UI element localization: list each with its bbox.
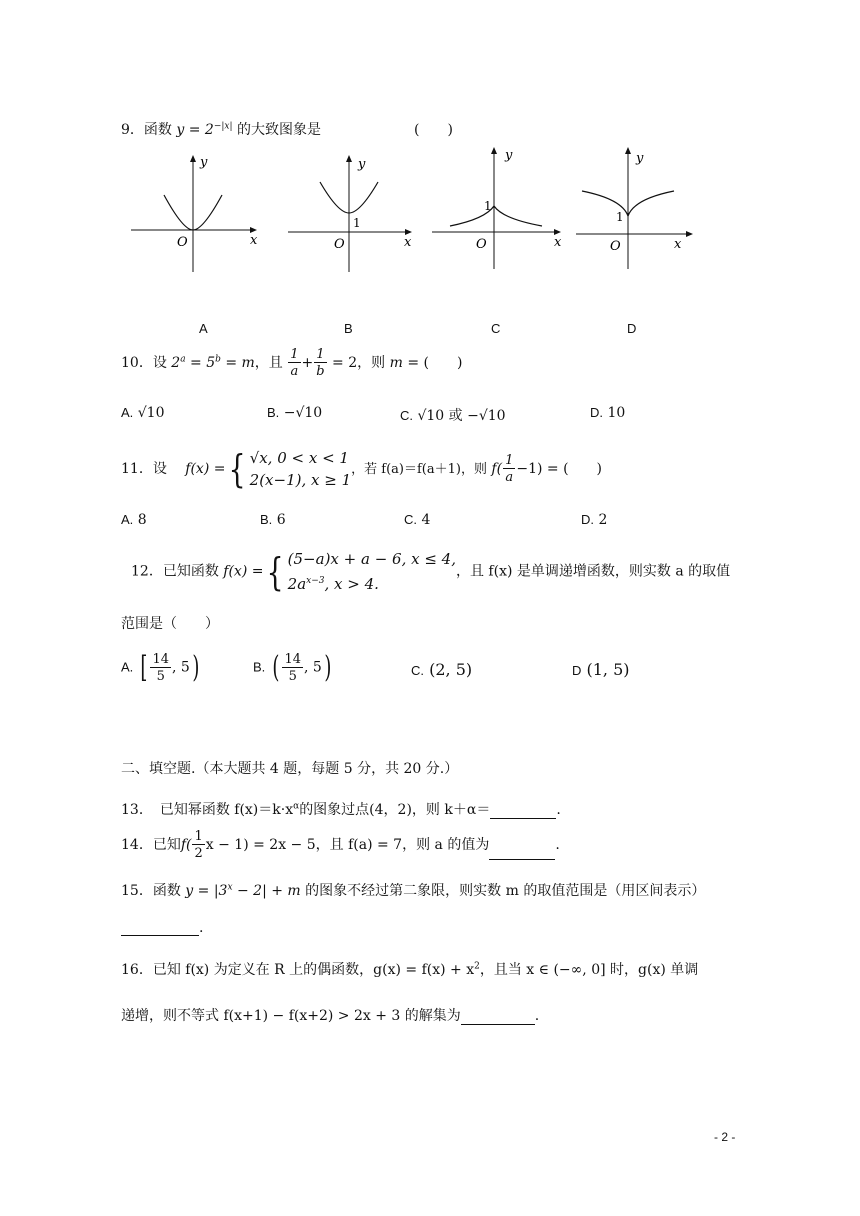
q14-line: 14．已知f( $\frac{1}{2}$ x − 1) = 2x − 5，且 f(a) = 7，则 a 的值为 .	[121, 829, 560, 861]
origin-label: O	[177, 235, 188, 250]
q10-paren: ( )	[423, 355, 463, 371]
q11-f-pre: f(	[491, 461, 503, 477]
q11-brace: {	[229, 447, 247, 491]
q10-option-a: A. √10	[121, 405, 165, 421]
q11-option-c: C. 4	[404, 512, 431, 528]
q9-tail: 的大致图象是	[236, 122, 321, 138]
q13-line: 13． 已知幂函数 $f(x)=k\cdot x^\alpha$的图象过点(4，2)，则 k＋α＝ .	[121, 801, 561, 818]
q12-number: 12．已知函数	[131, 563, 219, 580]
q9-text: 函数	[143, 122, 172, 138]
q10-number: 10．	[121, 355, 153, 371]
x-label: x	[250, 233, 258, 248]
q10-frac-1: $\frac{1}{a}$	[290, 347, 299, 379]
origin-label: O	[610, 239, 621, 254]
q10-option-c: C. √10 或 −√10	[400, 408, 506, 424]
origin-label: O	[476, 237, 487, 252]
one-label: 1	[353, 216, 361, 230]
q9-answer-paren: ( )	[414, 122, 453, 138]
graph-a	[128, 150, 263, 275]
graph-label-b: B	[344, 321, 353, 336]
q11-option-b: B. 6	[260, 512, 286, 528]
q10-eq: = 2	[332, 355, 358, 371]
graph-label-c: C	[491, 321, 501, 336]
q12-option-c: C. (2, 5)	[411, 660, 473, 679]
graph-b	[286, 150, 416, 275]
q11-cond: ，若 f(a)＝f(a＋1)，则	[351, 462, 487, 477]
q12-line2: 范围是（ ）	[121, 616, 219, 632]
q9-formula: $y = 2^{-|x|}$	[176, 121, 233, 138]
q10-formula: $2^a = 5^b = m$	[171, 354, 255, 371]
y-label: y	[636, 151, 644, 166]
q11-cases: √x, 0 < x < 1 2(x−1), x ≥ 1	[249, 449, 352, 489]
q12-brace: {	[267, 549, 285, 594]
q11-fx: f(x) =	[185, 461, 226, 477]
q11-option-a: A. 8	[121, 512, 147, 528]
q16-line: 16．已知 f(x) 为定义在 R 上的偶函数，$g(x) = f(x) + x^2$，且当 x ∈ (−∞, 0] 时，g(x) 单调	[121, 961, 699, 978]
q10-mid: ，且	[254, 355, 283, 371]
q10-m: m =	[389, 355, 420, 371]
one-label: 1	[616, 210, 624, 224]
q11-frac: $\frac{1}{a}$	[505, 453, 514, 485]
q11-line	[121, 447, 602, 491]
q11-f-post: −1) = ( )	[516, 461, 602, 477]
y-label: y	[200, 155, 208, 170]
q16-line2: 递增，则不等式 f(x+1) − f(x+2) > 2x + 3 的解集为 .	[121, 1008, 540, 1024]
section-2-heading: 二、填空题.（本大题共 4 题，每题 5 分，共 20 分.）	[121, 761, 459, 777]
q10-option-d: D. 10	[590, 405, 626, 421]
q12-cases: (5−a)x + a − 6, x ≤ 4, $2a^{x-3}$, x > 4.	[287, 550, 456, 593]
q12-option-b: B. ( $\frac{14}{5}$ , 5)	[253, 650, 332, 685]
q16-answer-blank[interactable]	[461, 1010, 535, 1025]
q10-pre: 设	[152, 355, 167, 371]
q12-fx: f(x) =	[223, 563, 264, 580]
q11-option-d: D. 2	[581, 512, 608, 528]
x-label: x	[674, 237, 682, 252]
q10-line: 10．设 $2^a = 5^b = m$，且 $\frac{1}{a}$ + $\frac{1}{b}$ = 2，则 m = ( )	[121, 347, 463, 379]
origin-label: O	[334, 237, 345, 252]
graph-d	[574, 144, 699, 274]
q12-option-a: A. [ $\frac{14}{5}$ , 5)	[121, 650, 200, 685]
q10-frac-2: $\frac{1}{b}$	[316, 347, 325, 379]
one-label: 1	[484, 199, 492, 213]
graph-c	[430, 144, 565, 274]
q12-option-d: D (1, 5)	[572, 660, 630, 679]
y-label: y	[358, 157, 366, 172]
q11-number: 11．设	[121, 461, 167, 477]
q12-tail: ，且 f(x) 是单调递增函数，则实数 a 的取值	[455, 563, 731, 580]
q15-answer-blank[interactable]	[121, 921, 199, 936]
q13-answer-blank[interactable]	[490, 804, 556, 819]
q10-post: ，则	[357, 355, 386, 371]
y-label: y	[505, 148, 513, 163]
q14-answer-blank[interactable]	[489, 845, 555, 860]
x-label: x	[554, 235, 562, 250]
graph-label-d: D	[627, 321, 637, 336]
q10-option-b: B. −√10	[267, 405, 323, 421]
x-label: x	[404, 235, 412, 250]
curve	[450, 206, 542, 226]
q12-line	[131, 548, 730, 595]
q15-line: 15．函数 $y = |3^x - 2| + m$ 的图象不经过第二象限，则实数 m 的取值范围是（用区间表示）	[121, 882, 706, 899]
q9-number: 9．	[121, 122, 144, 138]
page-number: - 2 -	[714, 1130, 736, 1144]
q9-line	[121, 119, 321, 139]
graph-label-a: A	[199, 321, 208, 336]
q15-line2: .	[121, 920, 203, 936]
